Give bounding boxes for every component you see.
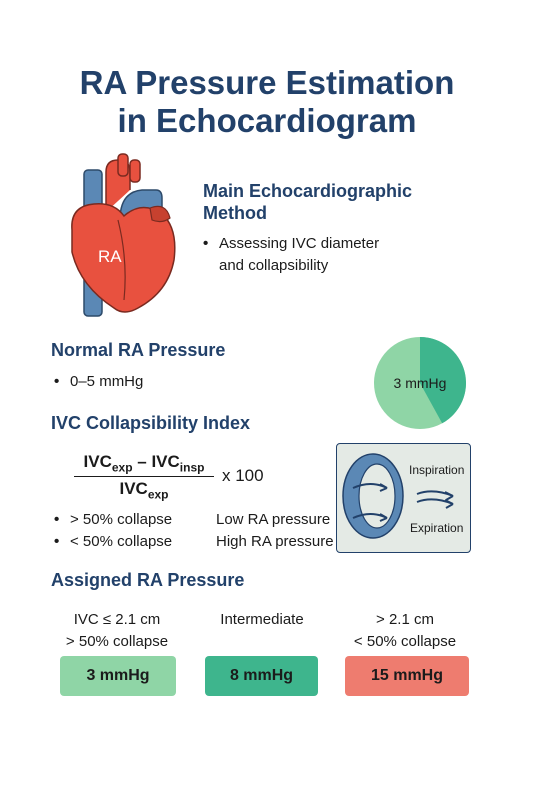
heart-illustration [58, 150, 182, 320]
title-line-1: RA Pressure Estimation [79, 64, 455, 101]
criteria-condition: < 50% collapse [70, 533, 173, 550]
page-title [0, 64, 534, 140]
method-title-line-2: Method [203, 203, 267, 223]
pressure-badge-low: 3 mmHg [60, 656, 176, 696]
criteria-row [54, 531, 344, 553]
fraction-bar [74, 476, 214, 477]
formula-numerator: $IVC_{exp} - IVC_{insp}$ [83, 452, 205, 475]
bullet-icon: • [54, 533, 60, 550]
heart-label: RA [98, 247, 122, 266]
method-bullet-line-2: and collapsibility [219, 257, 329, 274]
criteria-result: High RA pressure [216, 533, 334, 550]
pressure-pie [373, 336, 467, 430]
heart-icon [58, 150, 182, 320]
bullet-icon: • [203, 235, 209, 252]
method-bullet-line-1: Assessing IVC diameter [219, 235, 380, 252]
method-title-line-1: Main Echocardiographic [203, 181, 413, 201]
ivc-respiration-diagram [336, 443, 471, 553]
bullet-icon: • [54, 373, 60, 390]
method-bullet [203, 233, 453, 277]
criteria-result: Low RA pressure [216, 511, 331, 528]
ivc-index-title: IVC Collapsibility Index [51, 413, 251, 433]
assigned-criteria-low: IVC ≤ 2.1 cm > 50% collapse [65, 611, 169, 650]
expiration-label: Expiration [410, 521, 464, 535]
criteria-condition: > 50% collapse [70, 511, 173, 528]
pie-label: 3 mmHg [393, 375, 447, 391]
assigned-ra-title: Assigned RA Pressure [51, 570, 245, 590]
formula-denominator: $IVC_{exp}$ [119, 479, 169, 502]
bullet-icon: • [54, 511, 60, 528]
method-title [203, 180, 483, 224]
assigned-criteria-high: > 2.1 cm < 50% collapse [353, 611, 457, 650]
assigned-criteria-mid: Intermediate [220, 611, 304, 628]
normal-ra-bullet [54, 371, 143, 393]
formula-multiplier: x 100 [222, 466, 264, 485]
ivc-formula [74, 452, 274, 504]
criteria-row [54, 509, 344, 531]
normal-ra-title: Normal RA Pressure [51, 340, 226, 360]
pressure-badge-high: 15 mmHg [345, 656, 469, 696]
pie-chart-icon [373, 336, 467, 430]
vessel-diagram-icon [337, 444, 469, 551]
normal-ra-value: 0–5 mmHg [70, 373, 144, 390]
inspiration-label: Inspiration [409, 463, 465, 477]
title-line-2: in Echocardiogram [117, 102, 417, 139]
pressure-badge-mid: 8 mmHg [205, 656, 318, 696]
